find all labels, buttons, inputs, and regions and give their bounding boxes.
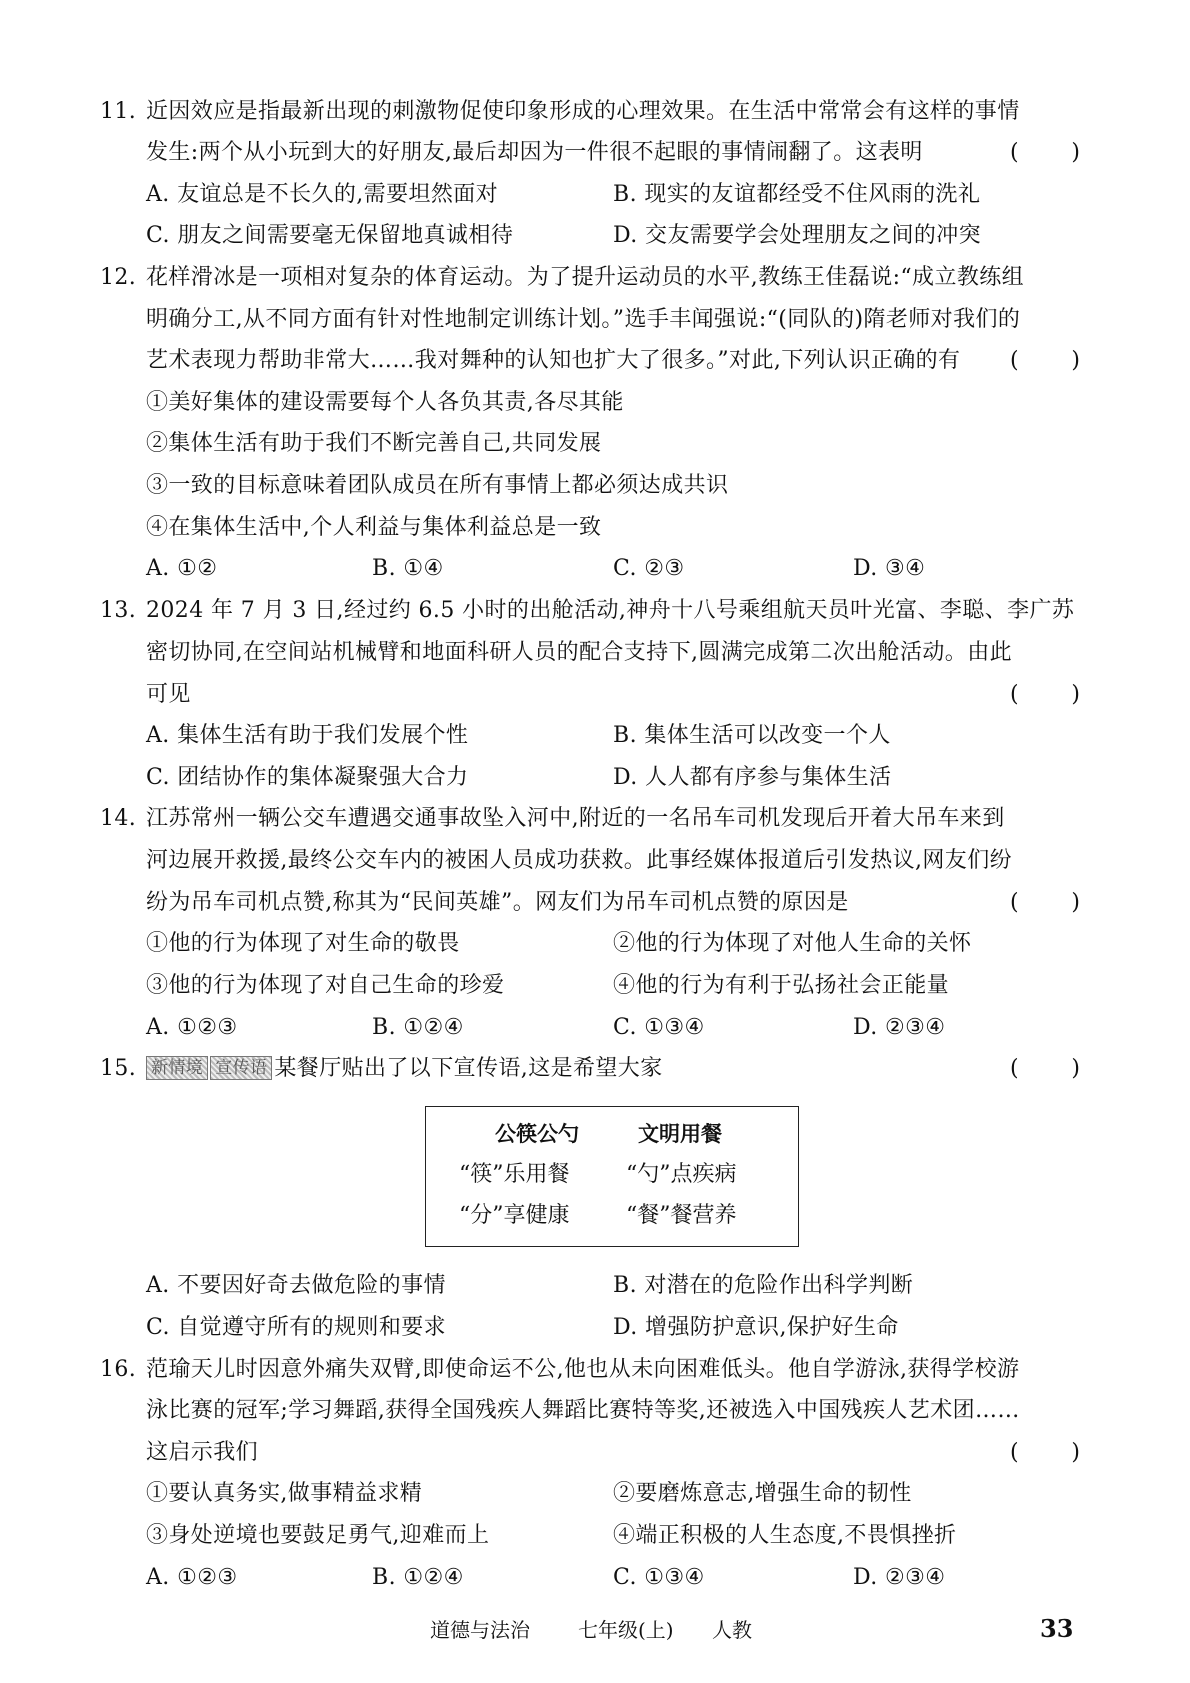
q11-stem-line1: 近因效应是指最新出现的刺激物促使印象形成的心理效果。在生活中常常会有这样的事情 xyxy=(146,99,1020,124)
q16-option-a: A. ①②③ xyxy=(146,1565,238,1590)
q16-item-2: ②要磨炼意志,增强生命的韧性 xyxy=(613,1481,912,1506)
q11-option-d: D. 交友需要学会处理朋友之间的冲突 xyxy=(613,223,982,248)
poster-row2-right: “餐”餐营养 xyxy=(626,1203,737,1228)
q13-stem-line3: 可见 xyxy=(146,682,191,707)
q16-stem-line2: 泳比赛的冠军;学习舞蹈,获得全国残疾人舞蹈比赛特等奖,还被选入中国残疾人艺术团…… xyxy=(146,1398,1020,1423)
q12-stem-line3: 艺术表现力帮助非常大……我对舞种的认知也扩大了很多。”对此,下列认识正确的有 xyxy=(146,348,961,373)
q12-item-3: ③一致的目标意味着团队成员在所有事情上都必须达成共识 xyxy=(146,473,729,498)
q16-option-d: D. ②③④ xyxy=(853,1565,946,1590)
q16-answer-blank: ( ) xyxy=(1010,1440,1080,1465)
poster-row1-right: “勺”点疾病 xyxy=(626,1162,737,1187)
q16-stem-line3: 这启示我们 xyxy=(146,1440,259,1465)
poster-row1-left: “筷”乐用餐 xyxy=(459,1162,570,1187)
q13-answer-blank: ( ) xyxy=(1010,682,1080,707)
q14-item-2: ②他的行为体现了对他人生命的关怀 xyxy=(613,931,972,956)
q14-answer-blank: ( ) xyxy=(1010,890,1080,915)
q14-item-1: ①他的行为体现了对生命的敬畏 xyxy=(146,931,460,956)
q16-stem-line1: 范瑜天儿时因意外痛失双臂,即使命运不公,他也从未向困难低头。他自学游泳,获得学校游 xyxy=(146,1357,1020,1382)
q11-option-c: C. 朋友之间需要毫无保留地真诚相待 xyxy=(146,223,514,248)
q15-number: 15. xyxy=(100,1056,137,1081)
q14-number: 14. xyxy=(100,806,137,831)
q12-option-b: B. ①④ xyxy=(372,556,444,581)
poster-heading-left: 公筷公勺 xyxy=(495,1122,579,1146)
q11-option-b: B. 现实的友谊都经受不住风雨的洗礼 xyxy=(613,182,981,207)
q15-answer-blank: ( ) xyxy=(1010,1056,1080,1081)
q12-answer-blank: ( ) xyxy=(1010,348,1080,373)
q11-option-a: A. 友谊总是不长久的,需要坦然面对 xyxy=(146,182,499,207)
q11-number: 11. xyxy=(100,99,137,124)
q12-item-1: ①美好集体的建设需要每个人各负其责,各尽其能 xyxy=(146,390,624,415)
q16-item-1: ①要认真务实,做事精益求精 xyxy=(146,1481,423,1506)
q12-stem-line1: 花样滑冰是一项相对复杂的体育运动。为了提升运动员的水平,教练王佳磊说:“成立教练组 xyxy=(146,265,1025,290)
q14-stem-line3: 纷为吊车司机点赞,称其为“民间英雄”。网友们为吊车司机点赞的原因是 xyxy=(146,890,849,915)
q14-option-c: C. ①③④ xyxy=(613,1015,705,1040)
footer-publisher: 人教 xyxy=(712,1618,752,1642)
q13-option-d: D. 人人都有序参与集体生活 xyxy=(613,765,892,790)
q16-item-4: ④端正积极的人生态度,不畏惧挫折 xyxy=(613,1523,957,1548)
q11-stem-line2: 发生:两个从小玩到大的好朋友,最后却因为一件很不起眼的事情闹翻了。这表明 xyxy=(146,140,923,165)
q16-number: 16. xyxy=(100,1357,137,1382)
q14-option-d: D. ②③④ xyxy=(853,1015,946,1040)
q12-option-a: A. ①② xyxy=(146,556,218,581)
footer-grade: 七年级(上) xyxy=(578,1618,674,1642)
poster-row2-left: “分”享健康 xyxy=(459,1203,570,1228)
q13-number: 13. xyxy=(100,598,137,623)
q14-item-4: ④他的行为有利于弘扬社会正能量 xyxy=(613,973,950,998)
q13-option-b: B. 集体生活可以改变一个人 xyxy=(613,723,891,748)
q15-option-a: A. 不要因好奇去做危险的事情 xyxy=(146,1273,446,1298)
q16-option-c: C. ①③④ xyxy=(613,1565,705,1590)
q12-option-c: C. ②③ xyxy=(613,556,685,581)
slogan-poster xyxy=(425,1106,799,1247)
footer-subject: 道德与法治 xyxy=(430,1618,530,1642)
q13-stem-line2: 密切协同,在空间站机械臂和地面科研人员的配合支持下,圆满完成第二次出舱活动。由此 xyxy=(146,640,1012,665)
q11-answer-blank: ( ) xyxy=(1010,140,1080,165)
q15-stem-line1 xyxy=(146,1054,663,1084)
q15-option-d: D. 增强防护意识,保护好生命 xyxy=(613,1315,899,1340)
q16-option-b: B. ①②④ xyxy=(372,1565,464,1590)
q14-item-3: ③他的行为体现了对自己生命的珍爱 xyxy=(146,973,505,998)
poster-heading-right: 文明用餐 xyxy=(638,1122,722,1146)
q12-item-2: ②集体生活有助于我们不断完善自己,共同发展 xyxy=(146,431,602,456)
page-number: 33 xyxy=(1040,1614,1074,1643)
q15-stem-text: 某餐厅贴出了以下宣传语,这是希望大家 xyxy=(274,1056,663,1081)
q14-stem-line2: 河边展开救援,最终公交车内的被困人员成功获救。此事经媒体报道后引发热议,网友们纷 xyxy=(146,848,1012,873)
q15-option-c: C. 自觉遵守所有的规则和要求 xyxy=(146,1315,447,1340)
new-context-tag: 新情境 xyxy=(146,1056,208,1080)
q12-item-4: ④在集体生活中,个人利益与集体利益总是一致 xyxy=(146,515,602,540)
q16-item-3: ③身处逆境也要鼓足勇气,迎难而上 xyxy=(146,1523,490,1548)
q13-stem-line1: 2024 年 7 月 3 日,经过约 6.5 小时的出舱活动,神舟十八号乘组航天员叶光富、李聪、李广苏 xyxy=(146,598,1075,623)
q13-option-a: A. 集体生活有助于我们发展个性 xyxy=(146,723,469,748)
q14-option-a: A. ①②③ xyxy=(146,1015,238,1040)
slogan-tag: 宣传语 xyxy=(210,1056,272,1080)
q14-option-b: B. ①②④ xyxy=(372,1015,464,1040)
q15-option-b: B. 对潜在的危险作出科学判断 xyxy=(613,1273,914,1298)
q12-stem-line2: 明确分工,从不同方面有针对性地制定训练计划。”选手丰闻强说:“(同队的)隋老师对我们的 xyxy=(146,307,1021,332)
q14-stem-line1: 江苏常州一辆公交车遭遇交通事故坠入河中,附近的一名吊车司机发现后开着大吊车来到 xyxy=(146,806,1005,831)
q12-number: 12. xyxy=(100,265,137,290)
q13-option-c: C. 团结协作的集体凝聚强大合力 xyxy=(146,765,469,790)
q12-option-d: D. ③④ xyxy=(853,556,926,581)
